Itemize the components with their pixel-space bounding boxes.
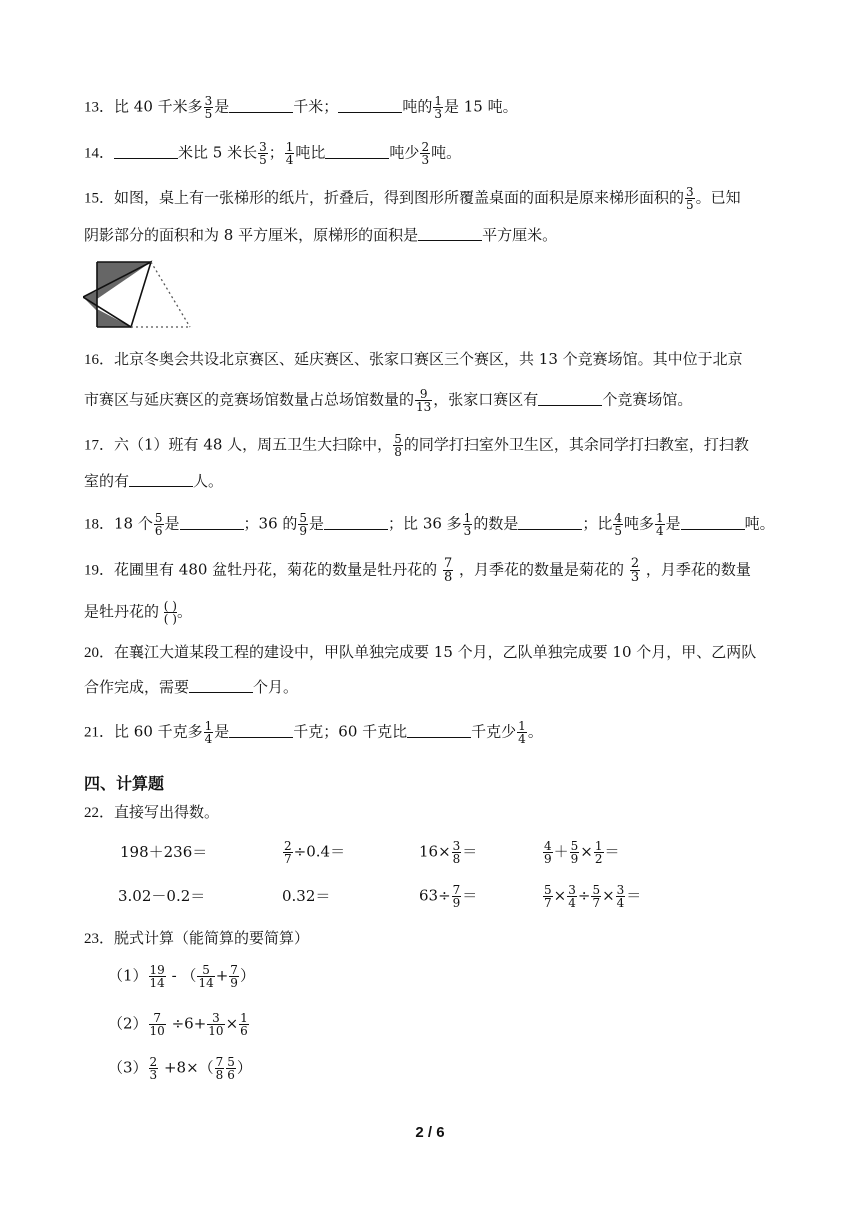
text: 比 40 千米多: [114, 97, 203, 116]
question-15-line-1: 15．如图，桌上有一张梯形的纸片，折叠后，得到图形所覆盖桌面的面积是原来梯形面积的 $\frac{3}{5}$ 。已知: [84, 185, 741, 212]
calc-item: 0.32＝: [282, 887, 331, 905]
question-number: 13．: [84, 99, 115, 116]
question-number: 14．: [84, 145, 115, 162]
fraction: $\frac{2}{3}$: [630, 556, 640, 585]
section-heading: 四、计算题: [84, 774, 165, 793]
answer-blank[interactable]: [229, 723, 293, 738]
answer-blank[interactable]: [180, 515, 244, 530]
question-number: 19．: [84, 562, 115, 579]
question-18: 18．18 个 $\frac{5}{6}$ 是 ；36 的 $\frac{5}{9}$ 是 ；比 36 多 $\frac{1}{3}$ 的数是 ；比 $\frac{4}{5}$ 吨多 $\frac{1}{4}$ 是 吨。: [84, 511, 775, 538]
question-number: 21．: [84, 724, 115, 741]
fraction: $\frac{5}{6}$: [154, 511, 163, 538]
page-number: 2 / 6: [415, 1124, 445, 1141]
calc-item: $\frac{5}{7}$ × $\frac{3}{4}$ ÷ $\frac{5}{7}$ × $\frac{3}{4}$ ＝: [544, 883, 642, 910]
calc-item-1: （1） $\frac{19}{14}$ - （ $\frac{5}{14}$ + $\frac{7}{9}$ ）: [108, 963, 255, 990]
folded-trapezoid-figure: [83, 259, 195, 331]
fraction: $\frac{2}{3}$: [421, 140, 430, 167]
answer-blank[interactable]: [324, 515, 388, 530]
calc-item: 3.02－0.2＝: [118, 887, 206, 905]
answer-blank[interactable]: [538, 391, 602, 406]
question-19-line-1: 19．花圃里有 480 盆牡丹花，菊花的数量是牡丹花的 $\frac{7}{8}$ ，月季花的数量是菊花的 $\frac{2}{3}$ ，月季花的数量: [84, 556, 751, 585]
question-16-line-2: 市赛区与延庆赛区的竞赛场馆数量占总场馆数量的 $\frac{9}{13}$ ，张家口赛区有 个竞赛场馆。: [84, 387, 693, 414]
calc-item-3: （3） $\frac{2}{3}$ +8×（ $\frac{7}{8}$ $\frac{5}{6}$ ）: [108, 1055, 252, 1082]
fraction: $\frac{9}{13}$: [416, 387, 432, 414]
question-17-line-1: 17．六（1）班有 48 人，周五卫生大扫除中， $\frac{5}{8}$ 的同学打扫室外卫生区，其余同学打扫教室，打扫教: [84, 432, 749, 459]
question-20-line-2: 合作完成，需要 个月。: [84, 678, 299, 696]
fraction: $\frac{7}{8}$: [443, 556, 453, 585]
calc-item: $\frac{4}{9}$ ＋ $\frac{5}{9}$ × $\frac{1}{2}$ ＝: [544, 839, 620, 866]
question-number: 22．: [84, 805, 115, 821]
calc-item-2: （2） $\frac{7}{10}$ ÷6+ $\frac{3}{10}$ × $\frac{1}{6}$: [108, 1011, 248, 1038]
fraction: $\frac{1}{3}$: [434, 94, 442, 121]
answer-blank[interactable]: [407, 723, 471, 738]
calc-item: 16× $\frac{3}{8}$ ＝: [419, 839, 478, 866]
calc-item: 63÷ $\frac{7}{9}$ ＝: [419, 883, 478, 910]
original-edge-dotted: [151, 262, 190, 327]
question-number: 17．: [84, 437, 115, 454]
question-number: 20．: [84, 645, 115, 661]
question-19-line-2: 是牡丹花的 ( ) ( ) 。: [84, 599, 192, 626]
fraction: $\frac{5}{9}$: [299, 511, 308, 538]
fraction: $\frac{1}{4}$: [518, 719, 526, 746]
calc-item: $\frac{2}{7}$ ÷0.4＝: [284, 839, 346, 866]
fraction: $\frac{3}{5}$: [204, 94, 213, 121]
question-14: 14． 米比 5 米长 $\frac{3}{5}$ ； $\frac{1}{4}$ 吨比 吨少 $\frac{2}{3}$ 吨。: [84, 140, 462, 167]
answer-blank[interactable]: [338, 98, 402, 113]
answer-blank[interactable]: [418, 226, 482, 241]
fraction: $\frac{5}{8}$: [394, 432, 402, 459]
fraction: $\frac{3}{5}$: [259, 140, 267, 167]
fraction: $\frac{1}{4}$: [204, 719, 213, 746]
answer-blank[interactable]: [129, 472, 193, 487]
answer-blank[interactable]: [229, 98, 293, 113]
answer-blank[interactable]: [189, 678, 253, 693]
question-number: 23．: [84, 931, 115, 947]
answer-blank[interactable]: [518, 515, 582, 530]
fraction: $\frac{1}{3}$: [463, 511, 472, 538]
question-number: 16．: [84, 352, 115, 368]
fraction: $\frac{4}{5}$: [614, 511, 622, 538]
question-number: 18．: [84, 516, 115, 533]
question-17-line-2: 室的有 人。: [84, 472, 224, 490]
question-15-line-2: 阴影部分的面积和为 8 平方厘米，原梯形的面积是 平方厘米。: [84, 226, 558, 244]
question-16-line-1: 16．北京冬奥会共设北京赛区、延庆赛区、张家口赛区三个赛区，共 13 个竞赛场馆。其中位于北京: [84, 350, 743, 368]
answer-blank[interactable]: [325, 144, 389, 159]
question-number: 15．: [84, 190, 115, 207]
fraction: $\frac{1}{4}$: [656, 511, 664, 538]
calc-item: 198＋236＝: [120, 843, 208, 861]
answer-blank[interactable]: [114, 144, 178, 159]
question-21: 21．比 60 千克多 $\frac{1}{4}$ 是 千克；60 千克比 千克少 $\frac{1}{4}$ 。: [84, 719, 543, 746]
question-20-line-1: 20．在襄江大道某段工程的建设中，甲队单独完成要 15 个月，乙队单独完成要 10 个月，甲、乙两队: [84, 643, 757, 661]
fraction: $\frac{1}{4}$: [285, 140, 294, 167]
question-23: 23．脱式计算（能简算的要简算）: [84, 929, 310, 947]
question-22: 22．直接写出得数。: [84, 803, 220, 821]
fraction: $\frac{3}{5}$: [686, 185, 694, 212]
fraction-answer-box[interactable]: ( ) ( ): [163, 599, 177, 626]
answer-blank[interactable]: [681, 515, 745, 530]
question-13: 13．比 40 千米多 $\frac{3}{5}$ 是 千米； 吨的 $\frac{1}{3}$ 是 15 吨。: [84, 94, 518, 121]
